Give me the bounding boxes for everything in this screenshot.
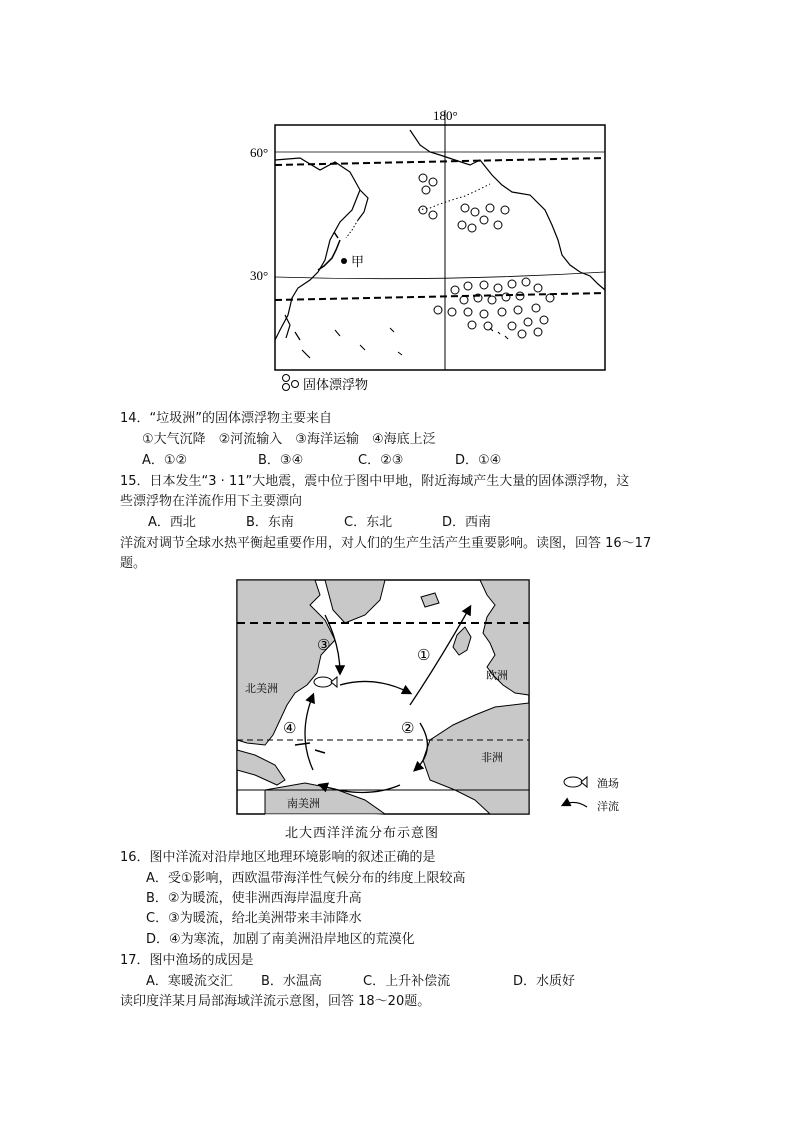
north-america-label: 北美洲 [245, 682, 278, 695]
south-america-label: 南美洲 [287, 797, 320, 810]
q14-option-d[interactable]: D．①④ [455, 453, 502, 468]
q16-stem: 16．图中洋流对沿岸地区地理环境影响的叙述正确的是 [120, 850, 436, 865]
q14-stem: 14．“垃圾洲”的固体漂浮物主要来自 [120, 411, 333, 426]
africa-label: 非洲 [481, 751, 503, 764]
legend-current-label: 洋流 [597, 800, 619, 813]
lon-180-label: 180° [433, 108, 458, 123]
map2-caption: 北大西洋洋流分布示意图 [285, 825, 440, 840]
europe-label: 欧洲 [486, 669, 508, 682]
q14-options [142, 452, 501, 470]
pacific-garbage-map [240, 100, 620, 400]
current-1-label: ① [417, 646, 431, 664]
q17-option-a[interactable]: A．寒暖流交汇 [146, 974, 233, 989]
legend-debris-label: 固体漂浮物 [303, 378, 369, 393]
q15-option-b[interactable]: B．东南 [246, 515, 294, 530]
lat-30-label: 30° [250, 268, 269, 283]
debris-legend-icon [283, 375, 299, 391]
q15-option-d[interactable]: D．西南 [442, 515, 492, 530]
legend-fishery-icon [564, 777, 587, 787]
legend-fishery-label: 渔场 [597, 777, 619, 790]
intro-18-20: 读印度洋某月局部海域洋流示意图，回答 18～20题。 [120, 994, 431, 1009]
q17-option-b[interactable]: B．水温高 [261, 974, 322, 989]
q17-option-d[interactable]: D．水质好 [513, 974, 576, 989]
q15-stem-line2: 些漂浮物在洋流作用下主要漂向 [120, 494, 303, 509]
q16-option-b[interactable]: B．②为暖流，使非洲西海岸温度升高 [146, 891, 362, 906]
q15-options [148, 514, 491, 532]
current-4-label: ④ [283, 719, 297, 737]
q14-option-c[interactable]: C．②③ [358, 453, 404, 468]
lat-60-label: 60° [250, 145, 269, 160]
current-3-label: ③ [317, 636, 331, 654]
current-2-label: ② [401, 719, 415, 737]
place-jia-label: 甲 [351, 255, 365, 270]
q15-stem-line1: 15．日本发生“3 · 11”大地震，震中位于图中甲地，附近海域产生大量的固体漂浮物，这 [120, 474, 630, 489]
q17-option-c[interactable]: C．上升补偿流 [363, 974, 451, 989]
q14-choices: ①大气沉降 ②河流输入 ③海洋运输 ④海底上泛 [142, 432, 436, 447]
intro-16-17-line2: 题。 [120, 556, 147, 571]
intro-16-17-line1: 洋流对调节全球水热平衡起重要作用，对人们的生产生活产生重要影响。读图，回答 16～17 [120, 536, 652, 551]
q15-option-a[interactable]: A．西北 [148, 515, 196, 530]
q16-option-a[interactable]: A．受①影响，西欧温带海洋性气候分布的纬度上限较高 [146, 871, 466, 886]
q17-stem: 17．图中渔场的成因是 [120, 953, 254, 968]
q17-options [146, 973, 575, 991]
q14-option-a[interactable]: A．①② [142, 453, 188, 468]
north-atlantic-currents-map [225, 575, 645, 843]
legend-current-arrow-icon [563, 802, 587, 807]
q14-option-b[interactable]: B．③④ [258, 453, 304, 468]
epicenter-dot [341, 258, 347, 264]
q15-option-c[interactable]: C．东北 [344, 515, 393, 530]
q16-option-d[interactable]: D．④为寒流，加剧了南美洲沿岸地区的荒漠化 [146, 932, 415, 947]
q16-option-c[interactable]: C．③为暖流，给北美洲带来丰沛降水 [146, 911, 362, 926]
